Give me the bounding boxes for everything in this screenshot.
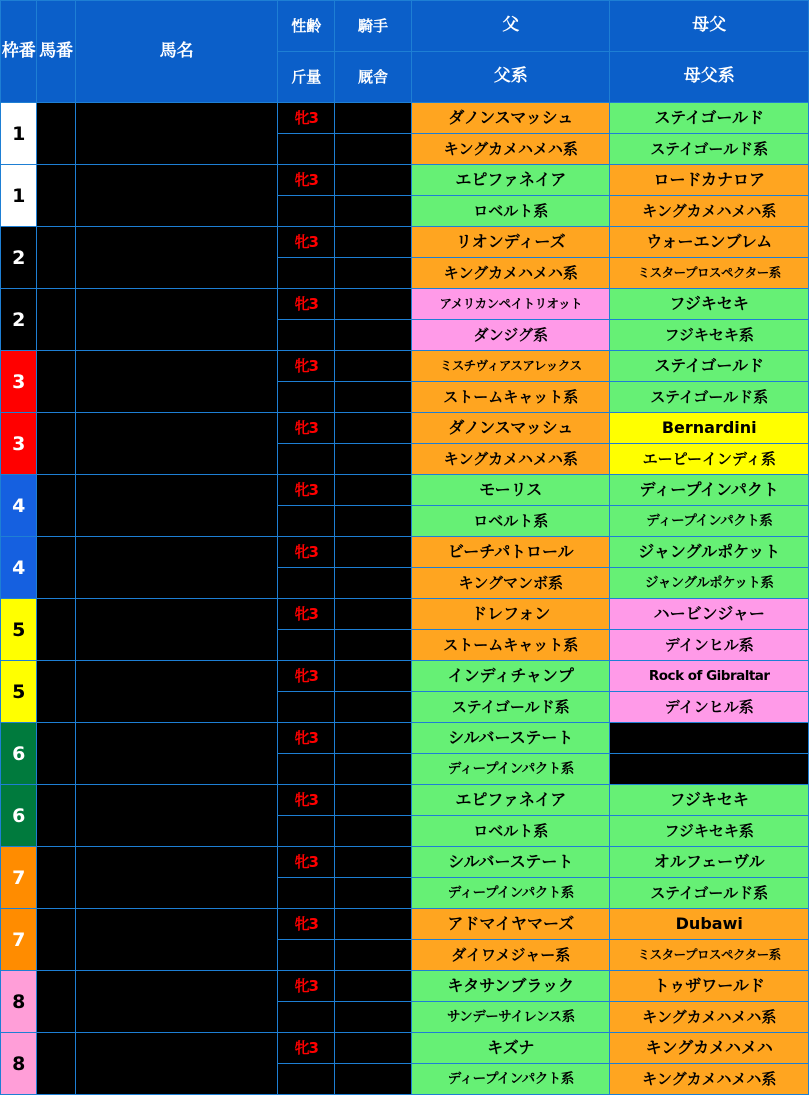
table-row	[1, 165, 809, 196]
jockey-name	[335, 475, 412, 506]
sex-age: 牝3	[278, 165, 335, 196]
horse-name	[75, 599, 278, 661]
horse-name	[75, 103, 278, 165]
sex-age: 牝3	[278, 537, 335, 568]
sire-name: エピファネイア	[412, 785, 610, 816]
sire-line: ディープインパクト系	[412, 1064, 610, 1095]
horse-name	[75, 351, 278, 413]
carried-weight	[278, 134, 335, 165]
broodmare-sire-line: ステイゴールド系	[610, 382, 809, 413]
table-row	[1, 785, 809, 816]
horse-name	[75, 1033, 278, 1095]
stable-name	[335, 134, 412, 165]
jockey-name	[335, 909, 412, 940]
horse-number	[37, 413, 75, 475]
sire-line: キングカメハメハ系	[412, 444, 610, 475]
horse-number	[37, 165, 75, 227]
table-row	[1, 909, 809, 940]
header-jockey: 騎手	[335, 1, 412, 52]
jockey-name	[335, 599, 412, 630]
broodmare-sire-name: ステイゴールド	[610, 103, 809, 134]
stable-name	[335, 1002, 412, 1033]
horse-number	[37, 661, 75, 723]
jockey-name	[335, 289, 412, 320]
jockey-name	[335, 785, 412, 816]
horse-name	[75, 847, 278, 909]
bracket-number: 8	[1, 1033, 37, 1095]
stable-name	[335, 258, 412, 289]
jockey-name	[335, 537, 412, 568]
broodmare-sire-line: ジャングルポケット系	[610, 568, 809, 599]
broodmare-sire-name: ウォーエンブレム	[610, 227, 809, 258]
header-umaban: 馬番	[37, 1, 75, 103]
horse-name	[75, 971, 278, 1033]
broodmare-sire-name: Bernardini	[610, 413, 809, 444]
carried-weight	[278, 1064, 335, 1095]
sire-name: キズナ	[412, 1033, 610, 1064]
sex-age: 牝3	[278, 661, 335, 692]
header-bms-line: 母父系	[610, 52, 809, 103]
broodmare-sire-line: デインヒル系	[610, 630, 809, 661]
sire-line: ロベルト系	[412, 816, 610, 847]
broodmare-sire-name: オルフェーヴル	[610, 847, 809, 878]
sire-line: ディープインパクト系	[412, 878, 610, 909]
broodmare-sire-name	[610, 723, 809, 754]
sire-line: サンデーサイレンス系	[412, 1002, 610, 1033]
bracket-number: 6	[1, 723, 37, 785]
broodmare-sire-name: Rock of Gibraltar	[610, 661, 809, 692]
sex-age: 牝3	[278, 103, 335, 134]
bracket-number: 7	[1, 909, 37, 971]
horse-name	[75, 661, 278, 723]
horse-name	[75, 227, 278, 289]
sire-line: ダンジグ系	[412, 320, 610, 351]
jockey-name	[335, 413, 412, 444]
table-row	[1, 289, 809, 320]
broodmare-sire-line: ミスタープロスペクター系	[610, 258, 809, 289]
bracket-number: 5	[1, 661, 37, 723]
broodmare-sire-name: Dubawi	[610, 909, 809, 940]
carried-weight	[278, 940, 335, 971]
bracket-number: 5	[1, 599, 37, 661]
stable-name	[335, 692, 412, 723]
carried-weight	[278, 506, 335, 537]
carried-weight	[278, 258, 335, 289]
sex-age: 牝3	[278, 227, 335, 258]
stable-name	[335, 506, 412, 537]
sex-age: 牝3	[278, 909, 335, 940]
horse-number	[37, 289, 75, 351]
sire-name: キタサンブラック	[412, 971, 610, 1002]
broodmare-sire-line: フジキセキ系	[610, 816, 809, 847]
carried-weight	[278, 1002, 335, 1033]
stable-name	[335, 940, 412, 971]
jockey-name	[335, 227, 412, 258]
sire-name: ミスチヴィアスアレックス	[412, 351, 610, 382]
sex-age: 牝3	[278, 971, 335, 1002]
sire-name: モーリス	[412, 475, 610, 506]
bracket-number: 7	[1, 847, 37, 909]
bracket-number: 8	[1, 971, 37, 1033]
header-weight: 斤量	[278, 52, 335, 103]
table-row	[1, 351, 809, 382]
horse-name	[75, 909, 278, 971]
table-row	[1, 1033, 809, 1064]
header-stable: 厩舎	[335, 52, 412, 103]
sex-age: 牝3	[278, 723, 335, 754]
bracket-number: 2	[1, 289, 37, 351]
broodmare-sire-line: キングカメハメハ系	[610, 1064, 809, 1095]
horse-number	[37, 909, 75, 971]
sire-line: キングマンボ系	[412, 568, 610, 599]
broodmare-sire-name: ロードカナロア	[610, 165, 809, 196]
jockey-name	[335, 971, 412, 1002]
header-horse-name: 馬名	[75, 1, 278, 103]
stable-name	[335, 754, 412, 785]
horse-name	[75, 475, 278, 537]
sire-name: シルバーステート	[412, 723, 610, 754]
stable-name	[335, 878, 412, 909]
bracket-number: 1	[1, 103, 37, 165]
sire-line: ストームキャット系	[412, 382, 610, 413]
sire-name: シルバーステート	[412, 847, 610, 878]
table-row	[1, 847, 809, 878]
broodmare-sire-line	[610, 754, 809, 785]
horse-number	[37, 537, 75, 599]
table-row	[1, 661, 809, 692]
sex-age: 牝3	[278, 847, 335, 878]
sire-name: エピファネイア	[412, 165, 610, 196]
broodmare-sire-line: キングカメハメハ系	[610, 196, 809, 227]
table-row	[1, 103, 809, 134]
broodmare-sire-line: デインヒル系	[610, 692, 809, 723]
jockey-name	[335, 103, 412, 134]
sire-line: ロベルト系	[412, 506, 610, 537]
horse-number	[37, 103, 75, 165]
sire-name: ドレフォン	[412, 599, 610, 630]
broodmare-sire-name: ステイゴールド	[610, 351, 809, 382]
header-waku: 枠番	[1, 1, 37, 103]
table-row	[1, 971, 809, 1002]
table-row	[1, 413, 809, 444]
horse-number	[37, 227, 75, 289]
carried-weight	[278, 692, 335, 723]
carried-weight	[278, 816, 335, 847]
horse-name	[75, 165, 278, 227]
stable-name	[335, 196, 412, 227]
bracket-number: 2	[1, 227, 37, 289]
bracket-number: 4	[1, 475, 37, 537]
stable-name	[335, 320, 412, 351]
sire-name: インディチャンプ	[412, 661, 610, 692]
jockey-name	[335, 847, 412, 878]
broodmare-sire-name: ディープインパクト	[610, 475, 809, 506]
horse-name	[75, 537, 278, 599]
broodmare-sire-line: キングカメハメハ系	[610, 1002, 809, 1033]
broodmare-sire-name: ジャングルポケット	[610, 537, 809, 568]
bracket-number: 4	[1, 537, 37, 599]
horse-number	[37, 1033, 75, 1095]
horse-number	[37, 785, 75, 847]
horse-name	[75, 289, 278, 351]
broodmare-sire-line: フジキセキ系	[610, 320, 809, 351]
broodmare-sire-line: ステイゴールド系	[610, 878, 809, 909]
table-row	[1, 599, 809, 630]
table-row	[1, 537, 809, 568]
sire-name: アドマイヤマーズ	[412, 909, 610, 940]
header-sire: 父	[412, 1, 610, 52]
carried-weight	[278, 568, 335, 599]
sex-age: 牝3	[278, 785, 335, 816]
jockey-name	[335, 1033, 412, 1064]
horse-number	[37, 723, 75, 785]
sire-name: ビーチパトロール	[412, 537, 610, 568]
sire-name: ダノンスマッシュ	[412, 103, 610, 134]
jockey-name	[335, 723, 412, 754]
sire-name: ダノンスマッシュ	[412, 413, 610, 444]
sire-name: アメリカンペイトリオット	[412, 289, 610, 320]
bracket-number: 6	[1, 785, 37, 847]
table-row	[1, 475, 809, 506]
header-broodmare-sire: 母父	[610, 1, 809, 52]
sire-line: キングカメハメハ系	[412, 134, 610, 165]
table-row	[1, 227, 809, 258]
broodmare-sire-name: フジキセキ	[610, 289, 809, 320]
carried-weight	[278, 320, 335, 351]
bracket-number: 3	[1, 413, 37, 475]
sire-line: ディープインパクト系	[412, 754, 610, 785]
carried-weight	[278, 196, 335, 227]
stable-name	[335, 816, 412, 847]
sex-age: 牝3	[278, 1033, 335, 1064]
stable-name	[335, 382, 412, 413]
sire-name: リオンディーズ	[412, 227, 610, 258]
sire-line: ステイゴールド系	[412, 692, 610, 723]
sex-age: 牝3	[278, 475, 335, 506]
sire-line: キングカメハメハ系	[412, 258, 610, 289]
stable-name	[335, 444, 412, 475]
sire-line: ロベルト系	[412, 196, 610, 227]
stable-name	[335, 630, 412, 661]
broodmare-sire-line: エーピーインディ系	[610, 444, 809, 475]
broodmare-sire-line: ミスタープロスペクター系	[610, 940, 809, 971]
horse-name	[75, 413, 278, 475]
horse-number	[37, 847, 75, 909]
header-sire-line: 父系	[412, 52, 610, 103]
jockey-name	[335, 661, 412, 692]
horse-number	[37, 971, 75, 1033]
broodmare-sire-name: キングカメハメハ	[610, 1033, 809, 1064]
horse-number	[37, 599, 75, 661]
bracket-number: 3	[1, 351, 37, 413]
jockey-name	[335, 351, 412, 382]
broodmare-sire-line: ステイゴールド系	[610, 134, 809, 165]
horse-number	[37, 475, 75, 537]
bracket-number: 1	[1, 165, 37, 227]
carried-weight	[278, 630, 335, 661]
header-sexage: 性齢	[278, 1, 335, 52]
broodmare-sire-name: フジキセキ	[610, 785, 809, 816]
stable-name	[335, 1064, 412, 1095]
broodmare-sire-name: ハービンジャー	[610, 599, 809, 630]
carried-weight	[278, 878, 335, 909]
sire-line: ダイワメジャー系	[412, 940, 610, 971]
jockey-name	[335, 165, 412, 196]
sex-age: 牝3	[278, 289, 335, 320]
horse-name	[75, 785, 278, 847]
carried-weight	[278, 382, 335, 413]
sire-line: ストームキャット系	[412, 630, 610, 661]
carried-weight	[278, 754, 335, 785]
carried-weight	[278, 444, 335, 475]
stable-name	[335, 568, 412, 599]
sex-age: 牝3	[278, 351, 335, 382]
sex-age: 牝3	[278, 599, 335, 630]
broodmare-sire-name: トゥザワールド	[610, 971, 809, 1002]
horse-name	[75, 723, 278, 785]
broodmare-sire-line: ディープインパクト系	[610, 506, 809, 537]
table-row	[1, 723, 809, 754]
sex-age: 牝3	[278, 413, 335, 444]
horse-number	[37, 351, 75, 413]
table-header-row	[1, 1, 809, 52]
